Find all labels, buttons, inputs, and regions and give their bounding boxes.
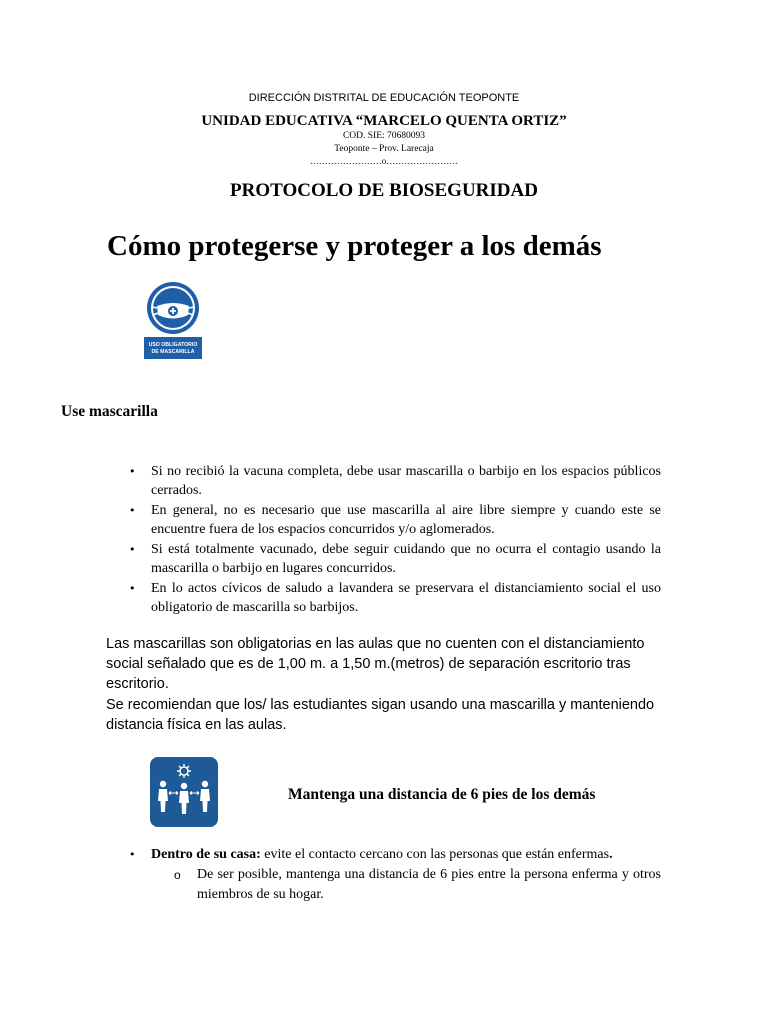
- mask-paragraph-1: Las mascarillas son obligatorias en las aulas que no cuenten con el distanciamiento social señalado que es de 1,00 m. a 1,50 m.(metros) de separación escritorio tras escritorio.: [106, 636, 645, 692]
- distance-bullet-list: [151, 845, 661, 905]
- mask-bullet-list: [151, 462, 661, 618]
- mask-sign: [142, 282, 204, 360]
- list-item: • Si no recibió la vacuna completa, debe usar mascarilla o barbijo en los espacios públicos cerrados.: [151, 462, 661, 500]
- mask-sign-line1: USO OBLIGATORIO: [148, 342, 198, 348]
- distance-sign: [150, 757, 218, 827]
- section-heading-distance: Mantenga una distancia de 6 pies de los demás: [288, 786, 596, 803]
- protocol-title: PROTOCOLO DE BIOSEGURIDAD: [230, 180, 538, 201]
- list-item: • Si está totalmente vacunado, debe seguir cuidando que no ocurra el contagio usando la mascarilla o barbijo en lugares concurridos.: [151, 540, 661, 578]
- school-name: UNIDAD EDUCATIVA “MARCELO QUENTA ORTIZ”: [201, 113, 567, 129]
- school-location: Teoponte – Prov. Larecaja: [334, 144, 434, 154]
- sub-list: [151, 865, 661, 905]
- bullet-bold-lead: Dentro de su casa:: [151, 847, 261, 862]
- mask-paragraph-2: Se recomiendan que los/ las estudiantes sigan usando una mascarilla y manteniendo distancia física en las aulas.: [106, 697, 655, 733]
- district-header: DIRECCIÓN DISTRITAL DE EDUCACIÓN TEOPONTE: [248, 92, 520, 104]
- social-distance-icon: [150, 757, 218, 827]
- main-title: Cómo protegerse y proteger a los demás: [107, 230, 602, 262]
- bullet-text: evite el contacto cercano con las personas que están enfermas: [260, 847, 610, 862]
- header-separator: ……………………o……………………: [309, 156, 459, 166]
- mask-sign-line2: DE MASCARILLA: [151, 349, 195, 355]
- section-heading-mask: Use mascarilla: [61, 403, 158, 420]
- list-item: • En lo actos cívicos de saludo a lavandera se preservara el distanciamiento social el uso obligatorio de mascarilla so barbijos.: [151, 579, 661, 617]
- bullet-end: .: [609, 847, 613, 862]
- school-code: COD. SIE: 70680093: [342, 131, 426, 141]
- list-item: [151, 845, 661, 905]
- face-mask-icon: [142, 282, 204, 360]
- list-item: • En general, no es necesario que use mascarilla al aire libre siempre y cuando este se encuentre fuera de los espacios concurridos y/o aglomerados.: [151, 501, 661, 539]
- sub-list-item: o De ser posible, mantenga una distancia de 6 pies entre la persona enferma y otros miembros de su hogar.: [197, 865, 661, 905]
